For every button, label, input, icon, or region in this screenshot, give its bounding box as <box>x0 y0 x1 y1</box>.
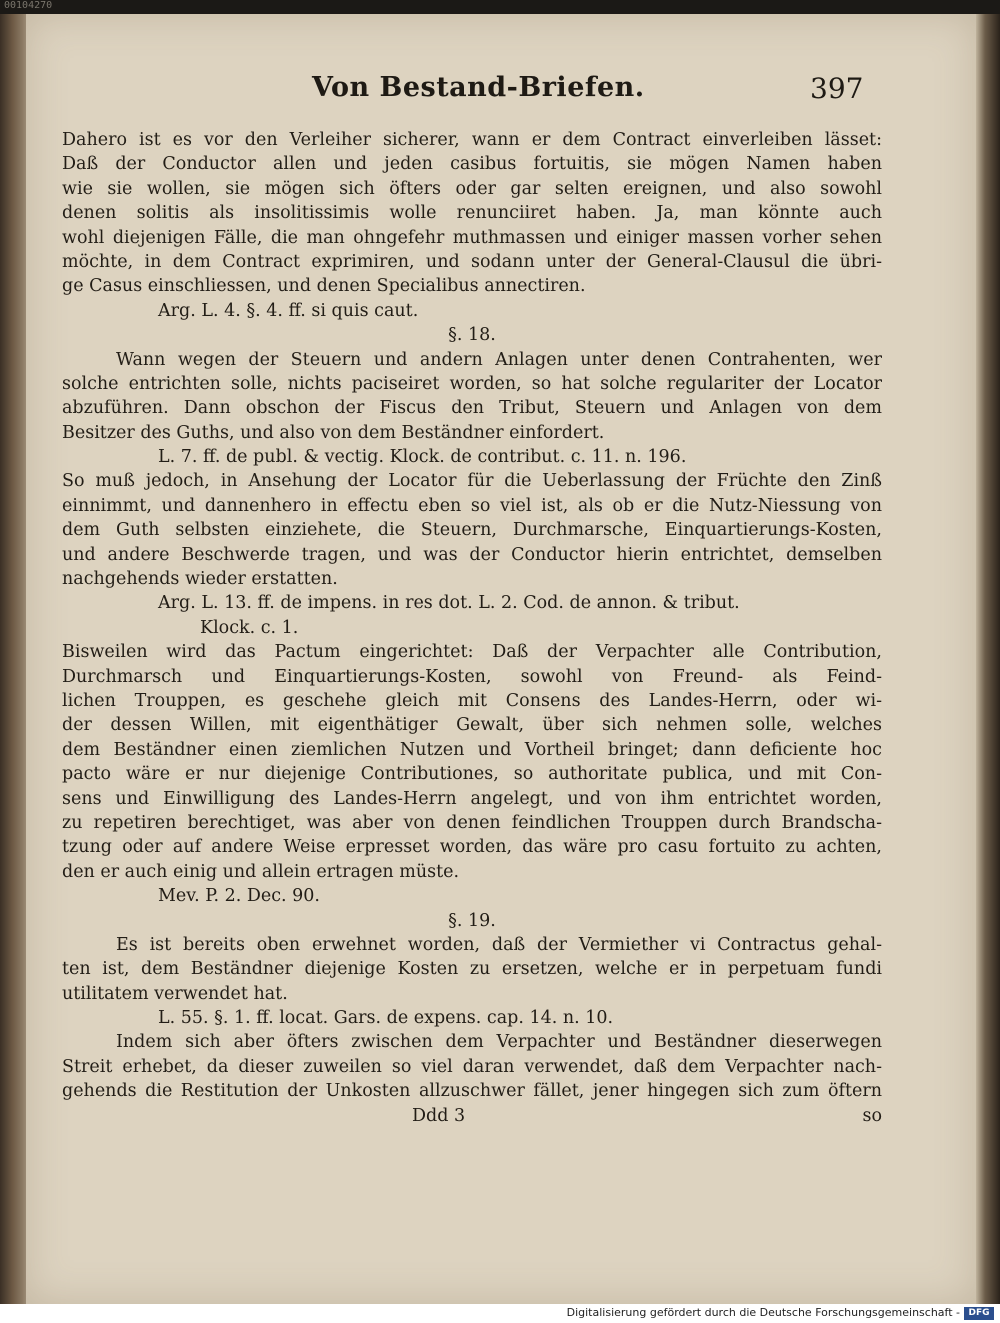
citation-line: Arg. L. 13. ff. de impens. in res dot. L. 2. Cod. de annon. & tribut. <box>158 593 740 614</box>
text-line: So muß jedoch, in Ansehung der Locator für die Ueberlassung der Früchte den Zinß <box>62 471 882 492</box>
text-line: lichen Trouppen, es geschehe gleich mit Consens des Landes-Herrn, oder wi- <box>62 690 882 711</box>
scan-id: 00104270 <box>4 0 53 11</box>
text-line: zu repetiren berechtiget, was aber von denen feindlichen Trouppen durch Brandscha- <box>62 812 882 833</box>
text-line: Es ist bereits oben erwehnet worden, daß der Vermiether vi Contractus gehal- <box>116 934 882 955</box>
text-line: dem Guth selbsten einziehete, die Steuern, Durchmarsche, Einquartierungs-Kosten, <box>62 520 882 541</box>
book-spine <box>975 14 1000 1304</box>
text-line: Wann wegen der Steuern und andern Anlagen unter denen Contrahenten, wer <box>116 349 882 370</box>
section-heading: §. 19. <box>448 910 496 931</box>
text-line: Streit erhebet, da dieser zuweilen so viel daran verwendet, daß dem Verpachter nach- <box>62 1056 882 1077</box>
text-line: Durchmarsch und Einquartierungs-Kosten, sowohl von Freund- als Feind- <box>62 666 882 687</box>
text-line: denen solitis als insolitissimis wolle renunciiret haben. Ja, man könnte auch <box>62 203 882 224</box>
catchword: so <box>862 1105 882 1126</box>
text-line: nachgehends wieder erstatten. <box>62 569 338 590</box>
text-line: ge Casus einschliessen, und denen Specialibus annectiren. <box>62 276 586 297</box>
section-heading: §. 18. <box>448 325 496 346</box>
text-line: wie sie wollen, sie mögen sich öfters oder gar selten ereignen, und also sowohl <box>62 178 882 199</box>
page-header <box>26 66 976 116</box>
text-line: Dahero ist es vor den Verleiher sicherer, wann er dem Contract einverleiben lässet: <box>62 130 882 150</box>
credit-bar <box>0 1304 1000 1323</box>
text-line: der dessen Willen, mit eigenthätiger Gewalt, über sich nehmen solle, welches <box>62 715 882 736</box>
text-line: gehends die Restitution der Unkosten allzuschwer fället, jener hingegen sich zum öftern <box>62 1081 882 1102</box>
running-title: Von Bestand-Briefen. <box>312 72 645 103</box>
text-line: abzuführen. Dann obschon der Fiscus den Tribut, Steuern und Anlagen von dem <box>62 398 882 419</box>
citation-line: Klock. c. 1. <box>200 617 299 638</box>
text-line: Daß der Conductor allen und jeden casibus fortuitis, sie mögen Namen haben <box>62 154 882 175</box>
text-line: dem Beständner einen ziemlichen Nutzen und Vortheil bringet; dann deficiente hoc <box>62 739 882 760</box>
text-line: utilitatem verwendet hat. <box>62 983 288 1004</box>
text-line: Indem sich aber öfters zwischen dem Verpachter und Beständner dieserwegen <box>116 1032 882 1053</box>
text-line: einnimmt, und dannenhero in effectu eben so viel ist, als ob er die Nutz-Niessung von <box>62 495 882 516</box>
scan-top-border <box>0 0 1000 14</box>
text-line: ten ist, dem Beständner diejenige Kosten zu ersetzen, welche er in perpetuam fundi <box>62 959 882 980</box>
text-line: Besitzer des Guths, und also von dem Beständner einfordert. <box>62 422 605 443</box>
digitization-credit: Digitalisierung gefördert durch die Deutsche Forschungsgemeinschaft - <box>566 1306 960 1319</box>
page-footer <box>62 1104 882 1128</box>
text-line: und andere Beschwerde tragen, und was der Conductor hierin entrichtet, demselben <box>62 544 882 565</box>
text-line: tzung oder auf andere Weise erpresset worden, das wäre pro casu fortuito zu achten, <box>62 837 882 858</box>
book-page <box>26 14 976 1304</box>
signature-mark: Ddd 3 <box>412 1105 466 1126</box>
citation-line: L. 7. ff. de publ. & vectig. Klock. de contribut. c. 11. n. 196. <box>158 447 687 468</box>
text-line: pacto wäre er nur diejenige Contributiones, so authoritate publica, und mit Con- <box>62 764 882 785</box>
citation-line: Arg. L. 4. §. 4. ff. si quis caut. <box>158 300 419 321</box>
text-line: wohl diejenigen Fälle, die man ohngefehr muthmassen und einiger massen vorher sehen <box>62 227 882 248</box>
text-line: Bisweilen wird das Pactum eingerichtet: Daß der Verpachter alle Contribution, <box>62 642 882 663</box>
page-number: 397 <box>810 72 864 105</box>
dfg-logo: DFG <box>964 1307 994 1320</box>
text-line: sens und Einwilligung des Landes-Herrn angelegt, und von ihm entrichtet worden, <box>62 788 882 809</box>
body-text <box>62 128 882 1128</box>
citation-line: Mev. P. 2. Dec. 90. <box>158 886 320 907</box>
text-line: den er auch einig und allein ertragen müste. <box>62 861 460 882</box>
text-line: möchte, in dem Contract exprimiren, und sodann unter der General-Clausul die übri- <box>62 251 882 272</box>
citation-line: L. 55. §. 1. ff. locat. Gars. de expens. cap. 14. n. 10. <box>158 1008 614 1029</box>
text-line: solche entrichten solle, nichts paciseiret worden, so hat solche regulariter der Locator <box>62 373 882 394</box>
